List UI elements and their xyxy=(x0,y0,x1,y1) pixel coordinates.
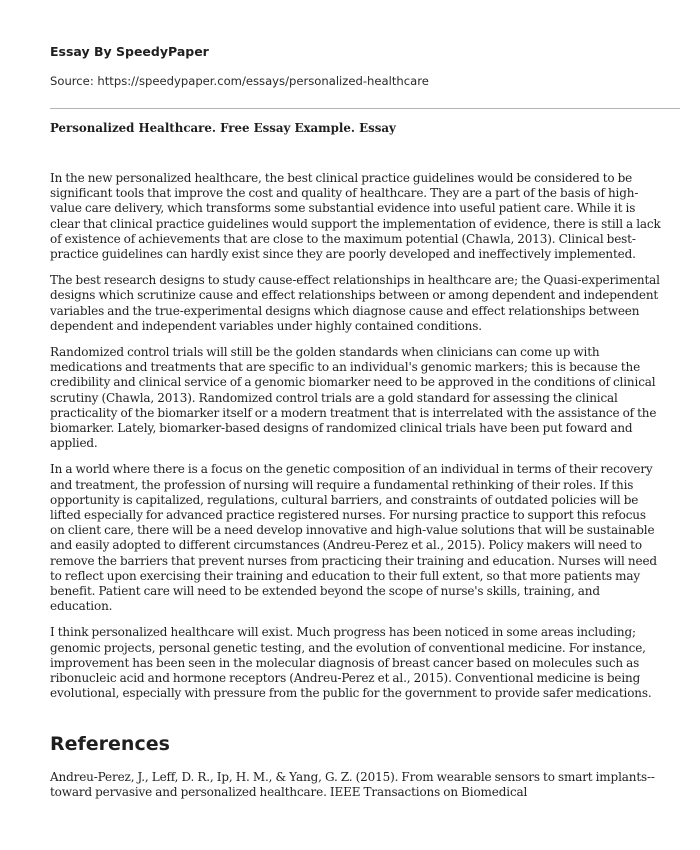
references-heading: References xyxy=(50,733,170,755)
essay-body xyxy=(50,171,662,713)
essay-title: Personalized Healthcare. Free Essay Example. Essay xyxy=(50,121,396,135)
essay-paragraph: In a world where there is a focus on the genetic composition of an individual in terms of their recovery and treatment, the profession of nursing will require a fundamental rethinking of their roles. If this opportunity is capitalized, regulations, cultural barriers, and constraints of outdated policies will be lifted especially for advanced practice registered nurses. For nursing practice to support this refocus on client care, there will be a need develop innovative and high-value solutions that will be sustainable and easily adopted to different circumstances (Andreu-Perez et al., 2015). Policy makers will need to remove the barriers that prevent nurses from practicing their training and education. Nurses will need to reflect upon exercising their training and education to their full extent, so that more patients may benefit. Patient care will need to be extended beyond the scope of nurse's skills, training, and education. xyxy=(50,462,657,614)
site-title: Essay By SpeedyPaper xyxy=(50,44,209,59)
header-divider xyxy=(50,108,680,109)
references-list xyxy=(50,770,662,811)
reference-item: Andreu-Perez, J., Leff, D. R., Ip, H. M., & Yang, G. Z. (2015). From wearable sensors to smart implants--toward pervasive and personalized healthcare. IEEE Transactions on Biomedical xyxy=(50,770,655,800)
essay-paragraph: The best research designs to study cause-effect relationships in healthcare are; the Quasi-experimental designs which scrutinize cause and effect relationships between or among dependent and independent variables and the true-experimental designs which diagnose cause and effect relationships between dependent and independent variables under highly contained conditions. xyxy=(50,273,660,333)
essay-paragraph: Randomized control trials will still be the golden standards when clinicians can come up with medications and treatments that are specific to an individual's genomic markers; this is because the credibility and clinical service of a genomic biomarker need to be approved in the conditions of clinical scrutiny (Chawla, 2013). Randomized control trials are a gold standard for assessing the clinical practicality of the biomarker itself or a modern treatment that is interrelated with the assistance of the biomarker. Lately, biomarker-based designs of randomized clinical trials have been put foward and applied. xyxy=(50,345,657,451)
essay-paragraph: I think personalized healthcare will exist. Much progress has been noticed in some areas including; genomic projects, personal genetic testing, and the evolution of conventional medicine. For instance, improvement has been seen in the molecular diagnosis of breast cancer based on molecules such as ribonucleic acid and hormone receptors (Andreu-Perez et al., 2015). Conventional medicine is being evolutional, especially with pressure from the public for the government to provide safer medications. xyxy=(50,625,652,701)
essay-paragraph: In the new personalized healthcare, the best clinical practice guidelines would be considered to be significant tools that improve the cost and quality of healthcare. They are a part of the basis of high-value care delivery, which transforms some substantial evidence into useful patient care. While it is clear that clinical practice guidelines would support the implementation of evidence, there is still a lack of existence of achievements that are close to the maximum potential (Chawla, 2013). Clinical best-practice guidelines can hardly exist since they are poorly developed and ineffectively implemented. xyxy=(50,171,661,262)
source-line: Source: https://speedypaper.com/essays/personalized-healthcare xyxy=(50,74,429,88)
